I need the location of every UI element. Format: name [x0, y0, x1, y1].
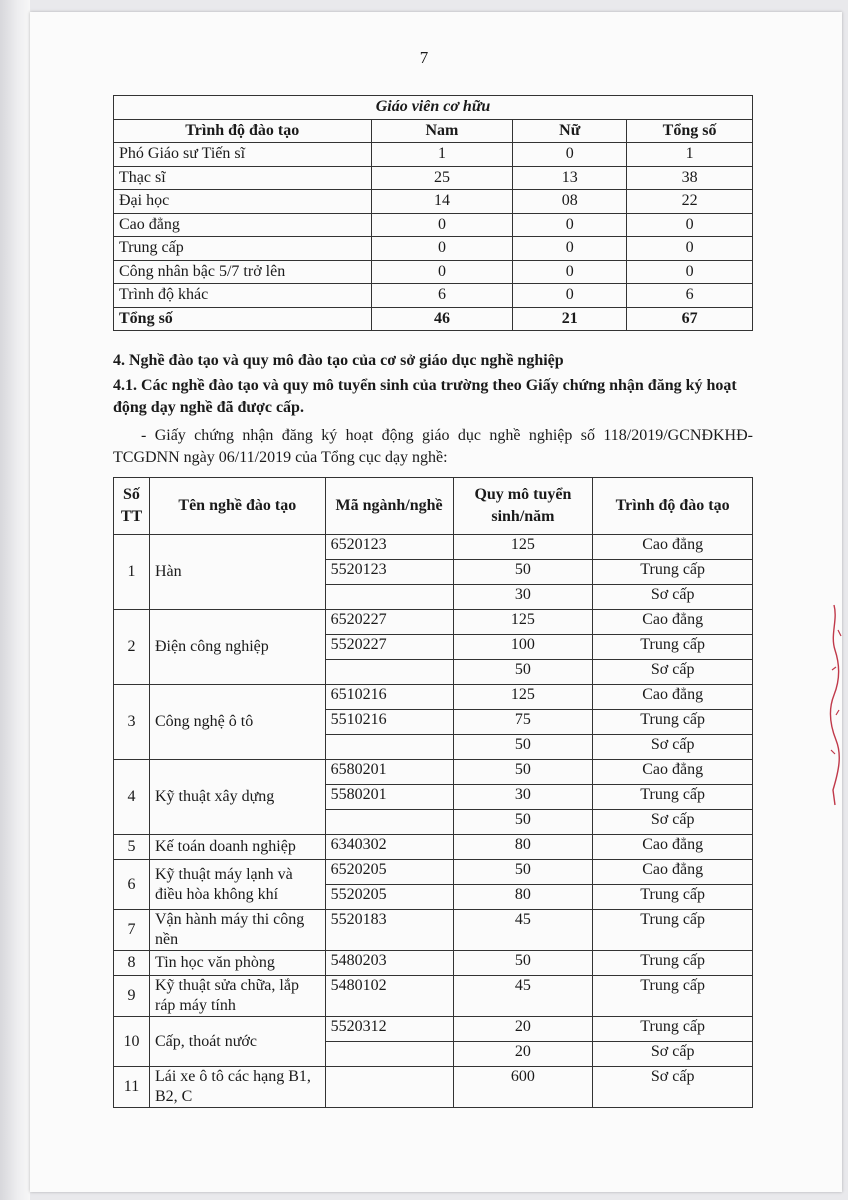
program-code — [325, 1067, 453, 1108]
table-row — [114, 284, 753, 308]
programs-table — [113, 477, 753, 1108]
program-quota: 50 — [453, 560, 593, 585]
program-code: 5480203 — [325, 951, 453, 976]
program-code: 5520183 — [325, 910, 453, 951]
table-cell: Thạc sĩ — [114, 166, 372, 190]
table-cell: 1 — [371, 143, 513, 167]
program-name: Kỹ thuật máy lạnh và điều hòa không khí — [149, 860, 325, 910]
table-cell: 0 — [513, 237, 627, 261]
program-quota: 45 — [453, 910, 593, 951]
teachers-caption-row — [114, 96, 753, 120]
section-4-title: 4. Nghề đào tạo và quy mô đào tạo của cơ sở giáo dục nghề nghiệp — [113, 352, 564, 369]
program-code: 5520227 — [325, 635, 453, 660]
program-quota: 80 — [453, 835, 593, 860]
table-cell: 0 — [371, 213, 513, 237]
program-quota: 30 — [453, 785, 593, 810]
program-code — [325, 810, 453, 835]
table-cell: 25 — [371, 166, 513, 190]
program-level: Sơ cấp — [593, 660, 753, 685]
table-cell: 6 — [627, 284, 753, 308]
table-cell: 67 — [627, 307, 753, 331]
program-number: 7 — [114, 910, 150, 951]
program-quota: 125 — [453, 610, 593, 635]
program-level: Cao đẳng — [593, 835, 753, 860]
program-level: Cao đẳng — [593, 685, 753, 710]
program-name: Công nghệ ô tô — [149, 685, 325, 760]
program-quota: 50 — [453, 660, 593, 685]
table-cell: Trình độ khác — [114, 284, 372, 308]
program-code: 6520227 — [325, 610, 453, 635]
program-quota: 600 — [453, 1067, 593, 1108]
program-code: 5520205 — [325, 885, 453, 910]
table-row — [114, 237, 753, 261]
table-row — [114, 143, 753, 167]
teachers-header-cell: Trình độ đào tạo — [114, 119, 372, 143]
table-cell: 0 — [513, 260, 627, 284]
table-cell: Phó Giáo sư Tiến sĩ — [114, 143, 372, 167]
table-cell: Trung cấp — [114, 237, 372, 261]
program-name: Cấp, thoát nước — [149, 1017, 325, 1067]
program-level: Trung cấp — [593, 785, 753, 810]
program-level: Trung cấp — [593, 910, 753, 951]
table-cell: 13 — [513, 166, 627, 190]
table-cell: Tổng số — [114, 307, 372, 331]
program-code: 6520123 — [325, 535, 453, 560]
teachers-header-cell: Nam — [371, 119, 513, 143]
table-row — [114, 213, 753, 237]
table-cell: 21 — [513, 307, 627, 331]
program-code — [325, 1042, 453, 1067]
table-row — [114, 1017, 753, 1042]
table-cell: 0 — [627, 213, 753, 237]
table-cell: Đại học — [114, 190, 372, 214]
table-row — [114, 685, 753, 710]
programs-header-cell: Mã ngành/nghề — [325, 478, 453, 535]
program-quota: 50 — [453, 860, 593, 885]
table-cell: 0 — [371, 237, 513, 261]
program-quota: 125 — [453, 535, 593, 560]
program-code — [325, 660, 453, 685]
table-cell: 0 — [513, 213, 627, 237]
program-quota: 50 — [453, 735, 593, 760]
program-name: Lái xe ô tô các hạng B1, B2, C — [149, 1067, 325, 1108]
program-name: Hàn — [149, 535, 325, 610]
program-code — [325, 585, 453, 610]
table-row — [114, 190, 753, 214]
program-number: 1 — [114, 535, 150, 610]
program-name: Vận hành máy thi công nền — [149, 910, 325, 951]
program-quota: 30 — [453, 585, 593, 610]
program-number: 6 — [114, 860, 150, 910]
table-cell: 22 — [627, 190, 753, 214]
table-row — [114, 910, 753, 951]
program-level: Sơ cấp — [593, 585, 753, 610]
program-level: Trung cấp — [593, 976, 753, 1017]
program-quota: 20 — [453, 1042, 593, 1067]
program-level: Trung cấp — [593, 951, 753, 976]
teachers-total-row — [114, 307, 753, 331]
programs-header-row — [114, 478, 753, 535]
program-number: 2 — [114, 610, 150, 685]
program-number: 11 — [114, 1067, 150, 1108]
teachers-header-cell: Tổng số — [627, 119, 753, 143]
table-cell: 14 — [371, 190, 513, 214]
program-code: 5580201 — [325, 785, 453, 810]
program-level: Cao đẳng — [593, 860, 753, 885]
table-row — [114, 760, 753, 785]
program-code: 5480102 — [325, 976, 453, 1017]
table-row — [114, 1067, 753, 1108]
table-cell: Cao đẳng — [114, 213, 372, 237]
program-level: Trung cấp — [593, 1017, 753, 1042]
program-number: 9 — [114, 976, 150, 1017]
program-level: Trung cấp — [593, 885, 753, 910]
program-level: Trung cấp — [593, 635, 753, 660]
table-cell: 0 — [513, 284, 627, 308]
teachers-header-row — [114, 119, 753, 143]
program-code: 5520312 — [325, 1017, 453, 1042]
program-level: Sơ cấp — [593, 735, 753, 760]
programs-header-cell: Quy mô tuyển sinh/năm — [453, 478, 593, 535]
table-row — [114, 535, 753, 560]
table-row — [114, 860, 753, 885]
program-level: Sơ cấp — [593, 1067, 753, 1108]
program-code — [325, 735, 453, 760]
program-quota: 50 — [453, 810, 593, 835]
table-cell: 38 — [627, 166, 753, 190]
section-4-1-title: 4.1. Các nghề đào tạo và quy mô tuyển sinh của trường theo Giấy chứng nhận đăng ký hoạt động dạy nghề đã được cấp. — [113, 377, 737, 416]
table-cell: 0 — [627, 260, 753, 284]
program-quota: 80 — [453, 885, 593, 910]
program-level: Trung cấp — [593, 710, 753, 735]
program-quota: 125 — [453, 685, 593, 710]
page-number: 7 — [419, 48, 429, 67]
table-cell: 0 — [371, 260, 513, 284]
scan-left-edge — [0, 0, 30, 1200]
program-code: 5520123 — [325, 560, 453, 585]
teachers-caption: Giáo viên cơ hữu — [114, 96, 753, 120]
program-name: Tin học văn phòng — [149, 951, 325, 976]
table-cell: 0 — [627, 237, 753, 261]
teachers-table — [113, 95, 753, 331]
table-cell: 46 — [371, 307, 513, 331]
program-number: 10 — [114, 1017, 150, 1067]
program-quota: 20 — [453, 1017, 593, 1042]
program-level: Sơ cấp — [593, 1042, 753, 1067]
table-cell: Công nhân bậc 5/7 trở lên — [114, 260, 372, 284]
program-level: Cao đẳng — [593, 535, 753, 560]
handwritten-margin-note — [826, 600, 846, 810]
programs-header-cell: Trình độ đào tạo — [593, 478, 753, 535]
table-row — [114, 835, 753, 860]
program-quota: 45 — [453, 976, 593, 1017]
certificate-text: - Giấy chứng nhận đăng ký hoạt động giáo dục nghề nghiệp số 118/2019/GCNĐKHĐ-TCGDNN ngày 06/11/2019 của Tổng cục dạy nghề: — [113, 427, 753, 466]
program-quota: 50 — [453, 760, 593, 785]
program-code: 5510216 — [325, 710, 453, 735]
program-level: Sơ cấp — [593, 810, 753, 835]
program-level: Trung cấp — [593, 560, 753, 585]
program-number: 3 — [114, 685, 150, 760]
program-level: Cao đẳng — [593, 610, 753, 635]
table-cell: 0 — [513, 143, 627, 167]
table-row — [114, 610, 753, 635]
teachers-header-cell: Nữ — [513, 119, 627, 143]
program-quota: 50 — [453, 951, 593, 976]
program-number: 4 — [114, 760, 150, 835]
program-code: 6580201 — [325, 760, 453, 785]
table-cell: 1 — [627, 143, 753, 167]
program-number: 8 — [114, 951, 150, 976]
program-quota: 100 — [453, 635, 593, 660]
program-level: Cao đẳng — [593, 760, 753, 785]
table-cell: 08 — [513, 190, 627, 214]
program-code: 6340302 — [325, 835, 453, 860]
programs-header-cell: Số TT — [114, 478, 150, 535]
program-code: 6520205 — [325, 860, 453, 885]
program-name: Kỹ thuật xây dựng — [149, 760, 325, 835]
program-name: Kế toán doanh nghiệp — [149, 835, 325, 860]
program-number: 5 — [114, 835, 150, 860]
table-row — [114, 260, 753, 284]
programs-header-cell: Tên nghề đào tạo — [149, 478, 325, 535]
table-row — [114, 951, 753, 976]
program-name: Kỹ thuật sửa chữa, lắp ráp máy tính — [149, 976, 325, 1017]
table-cell: 6 — [371, 284, 513, 308]
program-code: 6510216 — [325, 685, 453, 710]
table-row — [114, 166, 753, 190]
table-row — [114, 976, 753, 1017]
program-name: Điện công nghiệp — [149, 610, 325, 685]
program-quota: 75 — [453, 710, 593, 735]
